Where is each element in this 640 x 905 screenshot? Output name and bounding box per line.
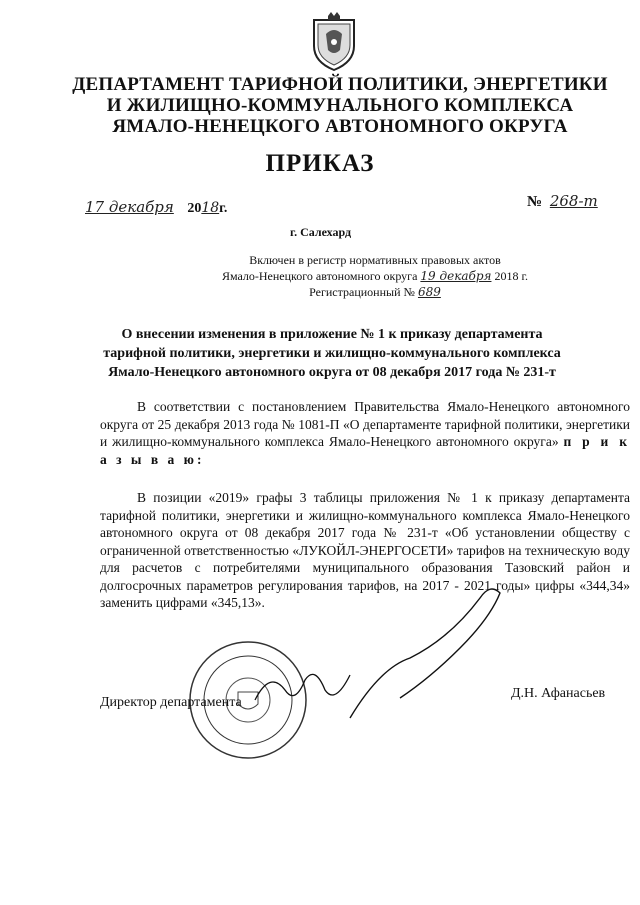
handwritten-number: 268-т — [549, 192, 598, 210]
registration-line-2: Ямало-Ненецкого автономного округа 19 декабря 2018 г. — [221, 269, 529, 283]
department-line-2: И ЖИЛИЩНО-КОММУНАЛЬНОГО КОМПЛЕКСА — [106, 95, 574, 116]
year-prefix: 20 — [187, 201, 202, 216]
coat-of-arms-emblem — [308, 12, 360, 72]
handwritten-registration-number: 689 — [417, 285, 441, 299]
registration-line-3: Регистрационный № 689 — [309, 285, 441, 299]
registration-line-1: Включен в регистр нормативных правовых актов — [249, 253, 501, 267]
signatory-name: Д.Н. Афанасьев — [511, 686, 606, 701]
handwritten-year: 18 — [201, 200, 220, 216]
signatory-position: Директор департамента — [100, 695, 242, 710]
paragraph-preamble: В соответствии с постановлением Правительства Ямало-Ненецкого автономного округа от 25 декабря 2013 года № 1081-П «О департаменте тарифной политики, энергетики и жилищно-коммунального комплекса Ямало-Ненецкого автономного округа» п р и к а з ы в а ю: — [100, 399, 631, 467]
order-word: п р и к а з ы в а ю: — [100, 434, 631, 467]
handwritten-signature — [250, 660, 370, 710]
handwritten-registration-date: 19 декабря — [420, 269, 492, 283]
department-line-3: ЯМАЛО-НЕНЕЦКОГО АВТОНОМНОГО ОКРУГА — [112, 116, 568, 137]
city: г. Салехард — [290, 225, 352, 239]
document-date — [85, 198, 227, 217]
department-line-1: ДЕПАРТАМЕНТ ТАРИФНОЙ ПОЛИТИКИ, ЭНЕРГЕТИКИ — [72, 74, 608, 95]
document-number — [527, 192, 598, 211]
document-type-title: ПРИКАЗ — [265, 150, 375, 177]
number-label: № — [527, 194, 543, 210]
document-subject: О внесении изменения в приложение № 1 к приказу департамента тарифной политики, энергетики и жилищно-коммунального комплекса Ямало-Ненецкого автономного округа от 08 декабря 2017 года № 231-т — [103, 327, 561, 380]
year-suffix: г. — [219, 201, 228, 216]
handwritten-date: 17 декабря — [85, 198, 174, 216]
paragraph-order: В позиции «2019» графы 3 таблицы приложения № 1 к приказу департамента тарифной политики, энергетики и жилищно-коммунального комплекса Ямало-Ненецкого автономного округа от 08 декабря 2017 года № 231-т «Об установлении обществу с ограниченной ответственностью «ЛУКОЙЛ-ЭНЕРГОСЕТИ» тарифов на техническую воду для расчетов с потребителями муниципального образования Тазовский район и долгосрочных параметров регулирования тарифов, на 2017 - 2021 годы» цифры «344,34» заменить цифрами «345,13». — [100, 490, 630, 610]
registration-block — [190, 252, 560, 300]
department-name — [60, 74, 620, 137]
